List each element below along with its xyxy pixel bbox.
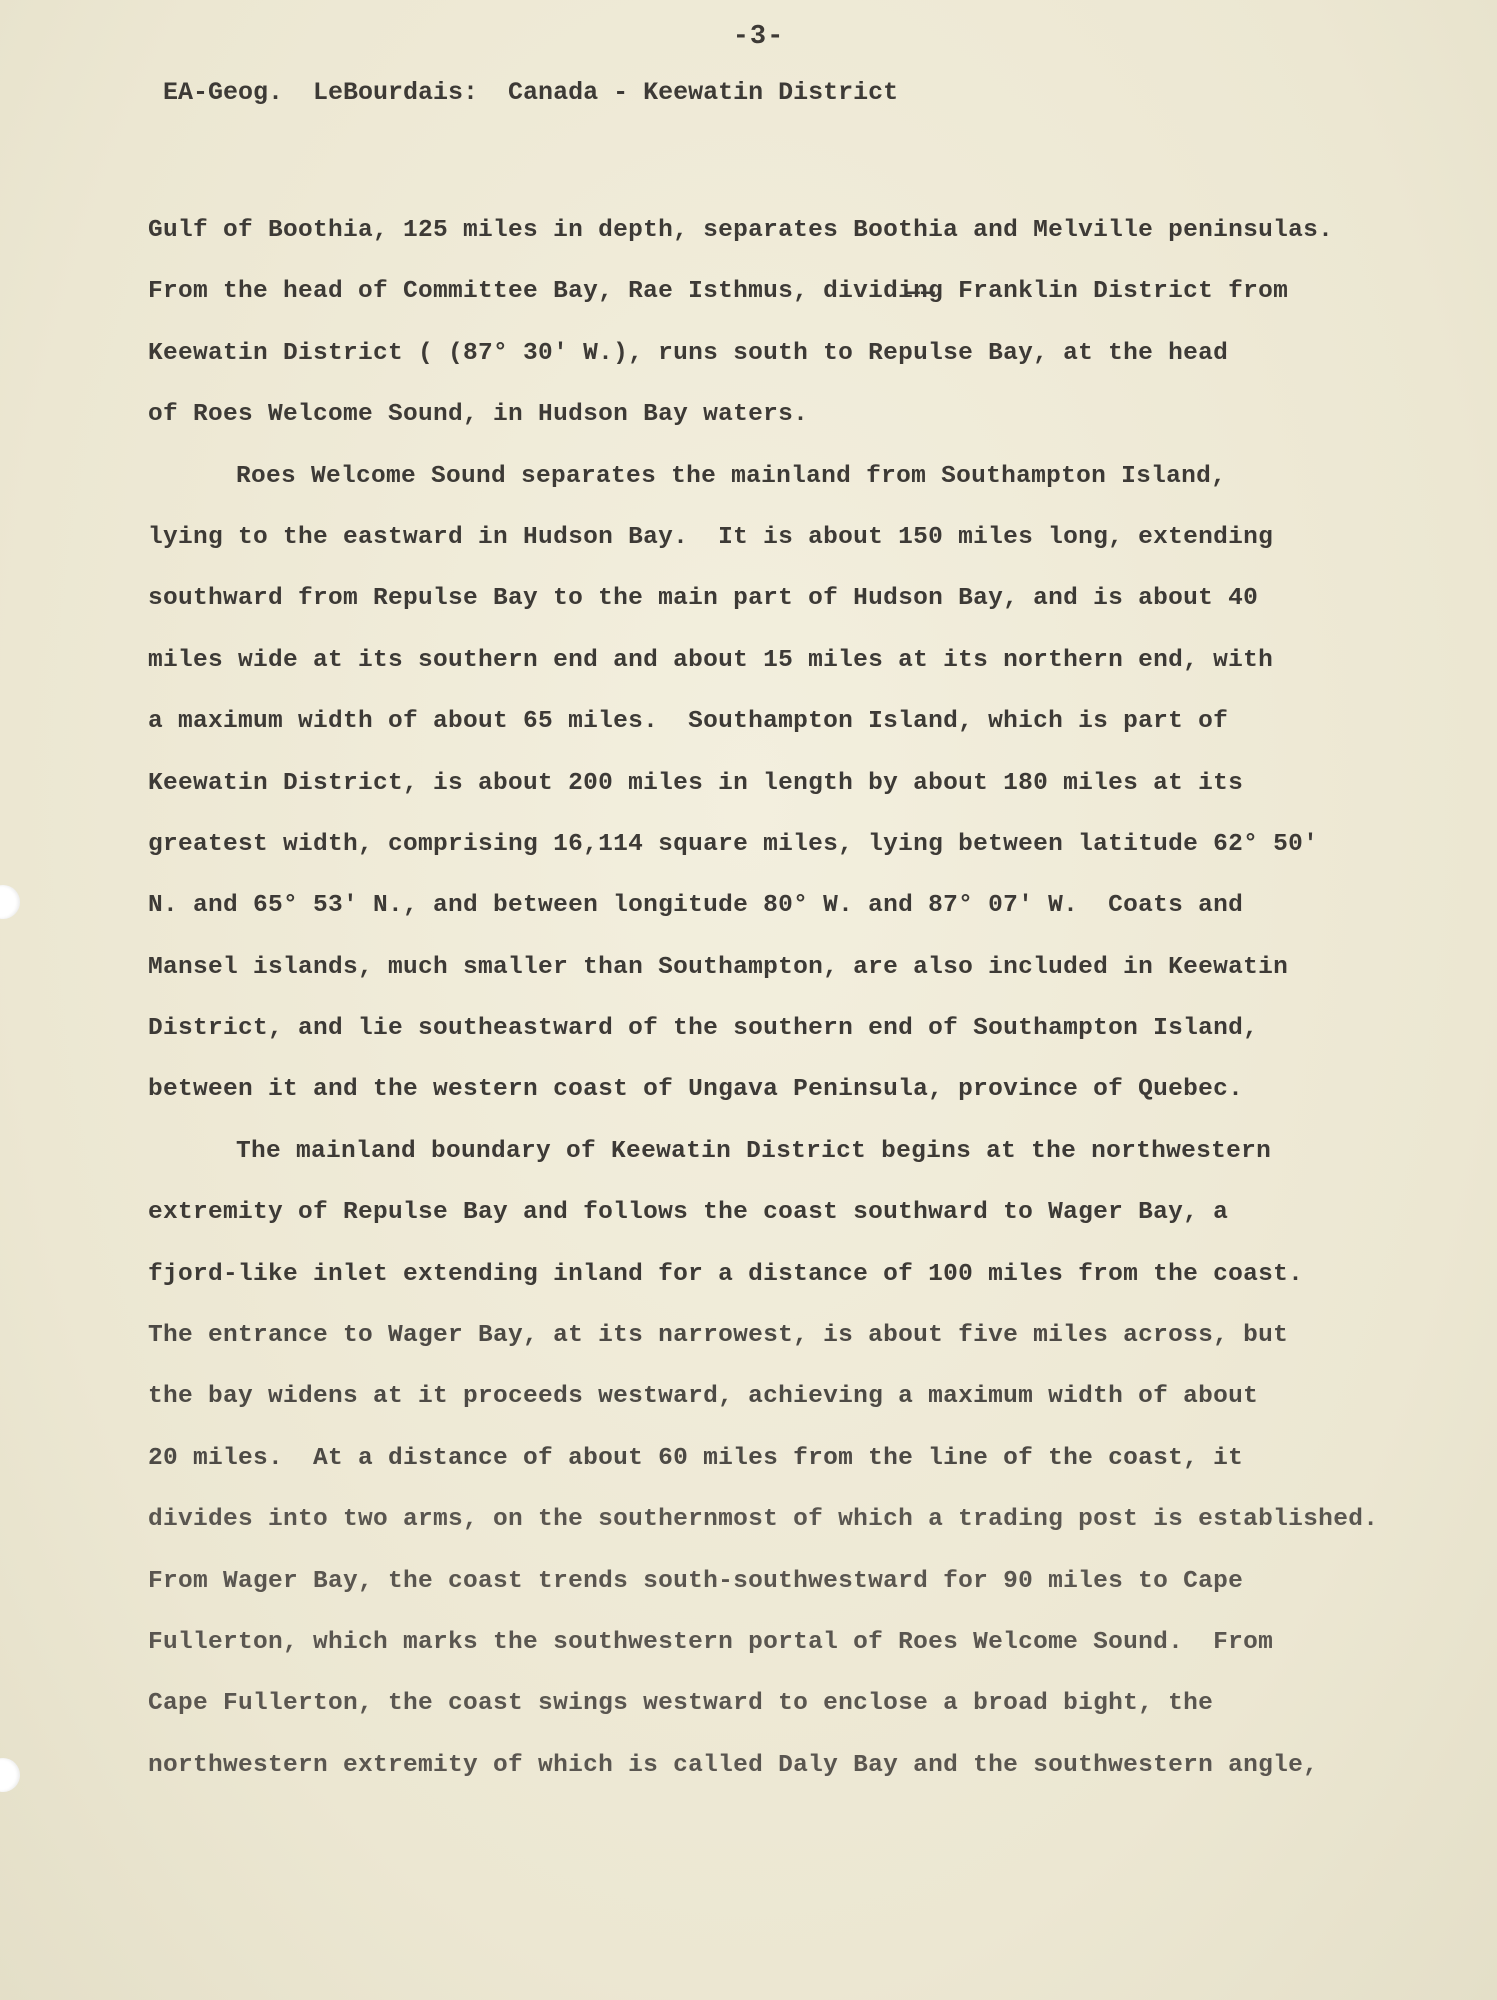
punch-hole <box>0 885 20 919</box>
text-line: Gulf of Boothia, 125 miles in depth, separates Boothia and Melville peninsulas. <box>148 217 1334 244</box>
document-header: EA-Geog. LeBourdais: Canada - Keewatin District <box>163 78 899 107</box>
text-line: From Wager Bay, the coast trends south-southwestward for 90 miles to Cape <box>148 1567 1244 1595</box>
text-line: a maximum width of about 65 miles. Southampton Island, which is part of <box>148 708 1229 736</box>
text-line: divides into two arms, on the southernmost of which a trading post is established. <box>148 1506 1379 1534</box>
text-line: miles wide at its southern end and about 15 miles at its northern end, with <box>148 646 1274 674</box>
text-line: greatest width, comprising 16,114 square miles, lying between latitude 62° 50' <box>148 830 1319 858</box>
text-line: fjord-like inlet extending inland for a distance of 100 miles from the coast. <box>148 1260 1304 1288</box>
text-line: extremity of Repulse Bay and follows the coast southward to Wager Bay, a <box>148 1199 1229 1227</box>
text-line: From the head of Committee Bay, Rae Isthmus, dividi̶n̶g Franklin District from <box>148 278 1289 306</box>
text-line: The mainland boundary of Keewatin District begins at the northwestern <box>236 1137 1272 1165</box>
text-line: the bay widens at it proceeds westward, achieving a maximum width of about <box>148 1383 1259 1411</box>
text-line: Roes Welcome Sound separates the mainland from Southampton Island, <box>236 462 1227 490</box>
text-line: Keewatin District, is about 200 miles in length by about 180 miles at its <box>148 769 1244 797</box>
text-line: lying to the eastward in Hudson Bay. It is about 150 miles long, extending <box>148 523 1274 551</box>
text-line: of Roes Welcome Sound, in Hudson Bay waters. <box>148 401 809 429</box>
text-line: northwestern extremity of which is called Daly Bay and the southwestern angle, <box>148 1751 1319 1779</box>
text-line: between it and the western coast of Ungava Peninsula, province of Quebec. <box>148 1076 1244 1104</box>
text-line: southward from Repulse Bay to the main part of Hudson Bay, and is about 40 <box>148 585 1259 613</box>
text-line: Fullerton, which marks the southwestern portal of Roes Welcome Sound. From <box>148 1628 1274 1656</box>
text-line: Mansel islands, much smaller than Southampton, are also included in Keewatin <box>148 953 1289 981</box>
text-line: Cape Fullerton, the coast swings westward to enclose a broad bight, the <box>148 1690 1214 1718</box>
body-text <box>148 200 1408 1796</box>
text-line: N. and 65° 53' N., and between longitude 80° W. and 87° 07' W. Coats and <box>148 892 1244 920</box>
text-line: District, and lie southeastward of the southern end of Southampton Island, <box>148 1015 1259 1043</box>
punch-hole <box>0 1758 20 1792</box>
text-line: Keewatin District ( (87° 30' W.), runs south to Repulse Bay, at the head <box>148 339 1229 367</box>
text-line: The entrance to Wager Bay, at its narrowest, is about five miles across, but <box>148 1322 1289 1350</box>
page-number: -3- <box>732 22 785 52</box>
text-line: 20 miles. At a distance of about 60 miles from the line of the coast, it <box>148 1444 1244 1472</box>
